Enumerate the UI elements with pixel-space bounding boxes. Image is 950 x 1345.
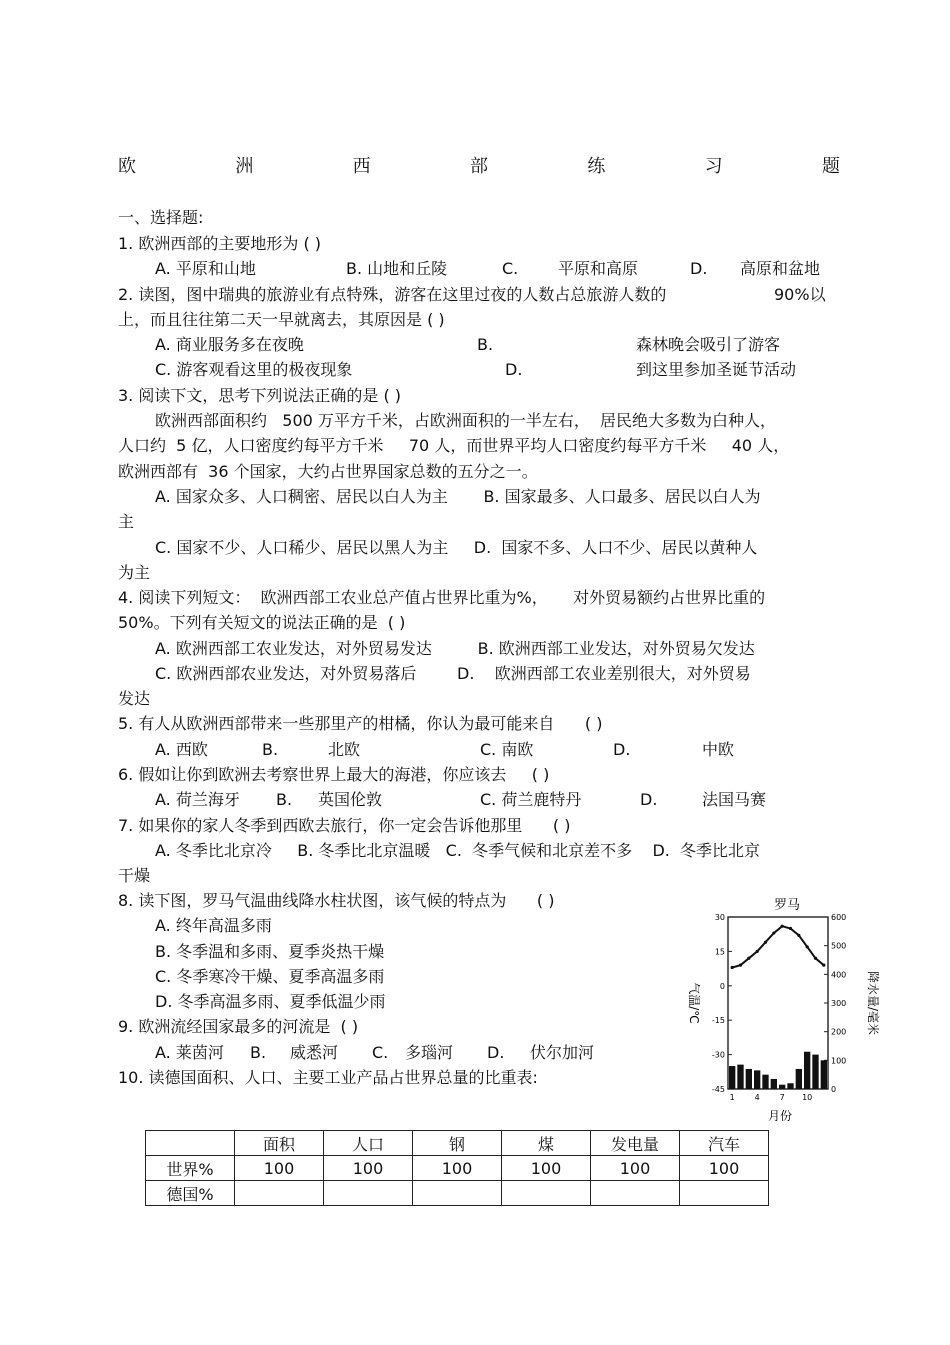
y-left-tick-label: -30	[711, 1050, 725, 1060]
precipitation-bar	[771, 1079, 777, 1089]
table-cell: 100	[502, 1156, 591, 1181]
q2-option-a: A. 商业服务多在夜晚	[155, 335, 304, 354]
q1-option-c-letter: C.	[502, 259, 519, 278]
table-cell	[324, 1181, 413, 1206]
chart-ylabel-right: 降水量/毫米	[866, 970, 880, 1036]
precipitation-bar	[821, 1060, 827, 1089]
question-6-stem: 6. 假如让你到欧洲去考察世界上最大的海港，你应该去 ( )	[118, 765, 550, 784]
table-cell	[591, 1181, 680, 1206]
q9-option-b-text: 威悉河	[290, 1043, 339, 1062]
table-cell	[235, 1181, 324, 1206]
y-right-tick-label: 400	[831, 970, 847, 980]
table-cell: 100	[324, 1156, 413, 1181]
y-left-tick-label: 15	[714, 947, 725, 957]
question-9-stem: 9. 欧洲流经国家最多的河流是 ( )	[118, 1017, 359, 1036]
q8-option-a: A. 终年高温多雨	[155, 916, 272, 935]
title-char: 题	[821, 156, 840, 177]
table-cell	[413, 1181, 502, 1206]
table-header-cell: 发电量	[591, 1131, 680, 1156]
y-left-tick-label: -15	[711, 1016, 725, 1026]
q5-option-d-letter: D.	[613, 740, 631, 759]
q8-option-c: C. 冬季寒冷干燥、夏季高温多雨	[155, 967, 385, 986]
precipitation-bar	[746, 1069, 752, 1089]
table-cell: 德国%	[146, 1181, 235, 1206]
q6-option-d-letter: D.	[640, 790, 658, 809]
precipitation-bar	[796, 1069, 802, 1089]
precipitation-bar	[812, 1055, 818, 1089]
temperature-point	[731, 966, 734, 969]
q4-options-ab: A. 欧洲西部工农业发达，对外贸易发达 B. 欧洲西部工业发达，对外贸易欠发达	[155, 639, 755, 658]
q3-options-ab: A. 国家众多、人口稠密、居民以白人为主 B. 国家最多、人口最多、居民以白人为	[155, 487, 761, 506]
q4-options-cd-cont: 发达	[118, 689, 151, 708]
question-5-stem: 5. 有人从欧洲西部带来一些那里产的柑橘，你认为最可能来自 ( )	[118, 714, 603, 733]
q2-option-d-letter: D.	[505, 360, 523, 379]
q3-passage-line: 人口约 5 亿，人口密度约每平方千米 70 人，而世界平均人口密度约每平方千米 40 人，	[118, 436, 790, 455]
temperature-line	[732, 926, 824, 967]
q2-option-d-text: 到这里参加圣诞节活动	[636, 360, 797, 379]
table-cell: 100	[591, 1156, 680, 1181]
temperature-point	[806, 945, 809, 948]
table-header-cell: 汽车	[680, 1131, 769, 1156]
title-char: 洲	[235, 156, 254, 177]
precipitation-bar	[737, 1065, 743, 1089]
q5-option-b-letter: B.	[262, 740, 279, 759]
q9-option-a: A. 莱茵河	[155, 1043, 224, 1062]
y-left-tick-label: 0	[719, 981, 725, 991]
table-cell: 100	[680, 1156, 769, 1181]
q4-options-cd: C. 欧洲西部农业发达，对外贸易落后 D. 欧洲西部工农业差别很大，对外贸易	[155, 664, 751, 683]
q1-option-d-letter: D.	[690, 259, 708, 278]
q2-option-c: C. 游客观看这里的极夜现象	[155, 360, 353, 379]
precipitation-bar	[804, 1052, 810, 1089]
q8-option-b: B. 冬季温和多雨、夏季炎热干燥	[155, 942, 385, 961]
rome-climate-chart	[677, 893, 890, 1129]
question-4-stem-cont: 50%。下列有关短文的说法正确的是 ( )	[118, 613, 406, 632]
precipitation-bar	[779, 1085, 785, 1089]
title-char: 练	[587, 156, 606, 177]
question-10-stem: 10. 读德国面积、人口、主要工业产品占世界总量的比重表:	[118, 1068, 538, 1087]
table-row	[146, 1156, 769, 1181]
table-header-cell: 钢	[413, 1131, 502, 1156]
temperature-point	[814, 957, 817, 960]
chart-title: 罗马	[773, 898, 801, 913]
temperature-point	[797, 934, 800, 937]
q6-option-b-text: 英国伦敦	[318, 790, 383, 809]
q7-options: A. 冬季比北京冷 B. 冬季比北京温暖 C. 冬季气候和北京差不多 D. 冬季比北京	[155, 841, 761, 860]
q3-passage-line: 欧洲西部有 36 个国家，大约占世界国家总数的五分之一。	[118, 462, 538, 481]
q5-option-c: C. 南欧	[480, 740, 534, 759]
question-2-stem-pct: 90%以	[774, 285, 826, 304]
q6-option-d-text: 法国马赛	[702, 790, 767, 809]
q1-option-b: B. 山地和丘陵	[346, 259, 448, 278]
y-left-tick-label: 30	[714, 913, 725, 922]
title-char: 部	[469, 156, 488, 177]
temperature-point	[781, 925, 784, 928]
question-8-stem: 8. 读下图，罗马气温曲线降水柱状图，该气候的特点为 ( )	[118, 891, 555, 910]
q1-option-c-text: 平原和高原	[558, 259, 639, 278]
q2-option-b-letter: B.	[477, 335, 494, 354]
y-right-tick-label: 600	[831, 913, 847, 922]
q3-passage-line: 欧洲西部面积约 500 万平方千米，占欧洲面积的一半左右， 居民绝大多数为白种人，	[155, 411, 777, 430]
title-char: 西	[352, 156, 371, 177]
table-row	[146, 1181, 769, 1206]
precipitation-bar	[762, 1075, 768, 1089]
table-header-row	[146, 1131, 769, 1156]
table-cell	[502, 1181, 591, 1206]
table-cell	[680, 1181, 769, 1206]
y-right-tick-label: 0	[831, 1085, 837, 1094]
precipitation-bar	[729, 1066, 735, 1089]
precipitation-bar	[787, 1083, 793, 1089]
x-tick-label: 7	[779, 1093, 785, 1102]
y-right-tick-label: 500	[831, 941, 847, 951]
temperature-point	[772, 931, 775, 934]
temperature-point	[822, 964, 825, 967]
germany-ratio-table	[145, 1130, 769, 1206]
temperature-point	[747, 957, 750, 960]
q3-options-cd-cont: 为主	[118, 563, 151, 582]
question-3-stem: 3. 阅读下文，思考下列说法正确的是 ( )	[118, 386, 402, 405]
q9-option-d-letter: D.	[487, 1043, 505, 1062]
q9-option-d-text: 伏尔加河	[530, 1043, 595, 1062]
temperature-point	[739, 964, 742, 967]
table-header-cell: 煤	[502, 1131, 591, 1156]
question-2-stem-cont: 上，而且往往第二天一早就离去，其原因是 ( )	[118, 310, 445, 329]
table-cell: 100	[413, 1156, 502, 1181]
q9-option-c-text: 多瑙河	[405, 1043, 454, 1062]
q5-option-b-text: 北欧	[328, 740, 361, 759]
question-2-stem: 2. 读图，图中瑞典的旅游业有点特殊，游客在这里过夜的人数占总旅游人数的	[118, 285, 667, 304]
question-7-stem: 7. 如果你的家人冬季到西欧去旅行，你一定会告诉他那里 ( )	[118, 816, 571, 835]
q6-option-c: C. 荷兰鹿特丹	[480, 790, 582, 809]
temperature-point	[756, 950, 759, 953]
y-right-tick-label: 200	[831, 1027, 847, 1037]
precipitation-bar	[754, 1070, 760, 1089]
q9-option-c-letter: C.	[372, 1043, 389, 1062]
table-cell: 世界%	[146, 1156, 235, 1181]
x-tick-label: 1	[729, 1093, 735, 1102]
table-header-cell	[146, 1131, 235, 1156]
question-1-stem: 1. 欧洲西部的主要地形为 ( )	[118, 234, 322, 253]
table-header-cell: 人口	[324, 1131, 413, 1156]
table-header-cell: 面积	[235, 1131, 324, 1156]
q7-options-cont: 干燥	[118, 866, 151, 885]
question-4-stem: 4. 阅读下列短文： 欧洲西部工农业总产值占世界比重为%， 对外贸易额约占世界比重的	[118, 588, 766, 607]
q8-option-d: D. 冬季高温多雨、夏季低温少雨	[155, 992, 386, 1011]
chart-xlabel: 月份	[767, 1109, 793, 1123]
q3-options-ab-cont: 主	[118, 512, 135, 531]
y-right-tick-label: 300	[831, 999, 847, 1008]
title-char: 欧	[118, 156, 136, 177]
x-tick-label: 4	[754, 1093, 760, 1102]
table-cell: 100	[235, 1156, 324, 1181]
x-tick-label: 10	[802, 1093, 813, 1102]
q3-options-cd: C. 国家不少、人口稀少、居民以黑人为主 D. 国家不多、人口不少、居民以黄种人	[155, 538, 758, 557]
y-left-tick-label: -45	[711, 1085, 725, 1094]
chart-ylabel-left: 气温/℃	[687, 982, 701, 1024]
temperature-point	[764, 941, 767, 944]
q6-option-b-letter: B.	[276, 790, 293, 809]
title-char: 习	[704, 156, 723, 177]
q5-option-d-text: 中欧	[702, 740, 735, 759]
section-heading: 一、选择题:	[118, 208, 204, 227]
page-title	[118, 152, 840, 178]
q6-option-a: A. 荷兰海牙	[155, 790, 240, 809]
q2-option-b-text: 森林晚会吸引了游客	[636, 335, 781, 354]
y-right-tick-label: 100	[831, 1056, 847, 1066]
temperature-point	[789, 927, 792, 930]
q5-option-a: A. 西欧	[155, 740, 208, 759]
q1-option-d-text: 高原和盆地	[740, 259, 821, 278]
q1-option-a: A. 平原和山地	[155, 259, 256, 278]
q9-option-b-letter: B.	[250, 1043, 267, 1062]
